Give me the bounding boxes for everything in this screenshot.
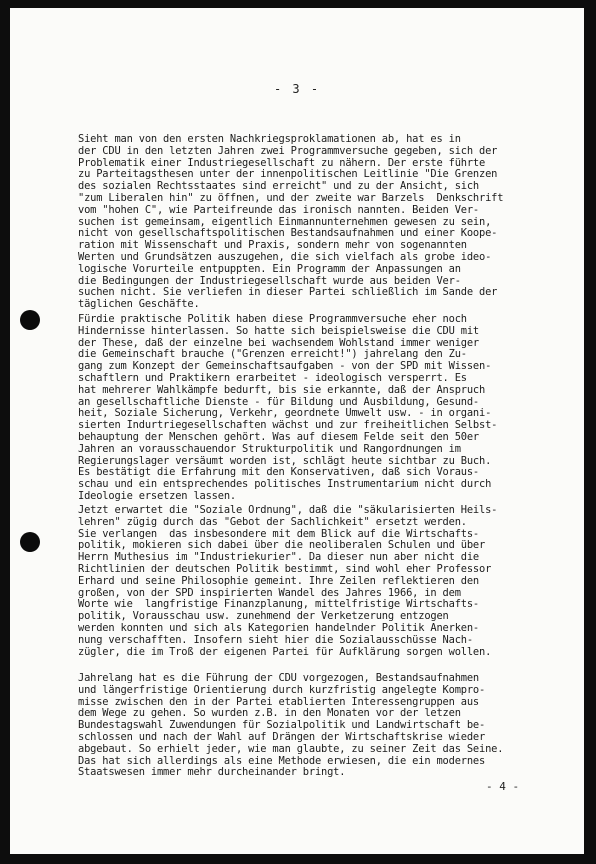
text-line: politik, mokieren sich dabei über die neoliberalen Schulen und über [78, 539, 486, 552]
text-line: Fürdie praktische Politik haben diese Programmversuche eher noch [78, 313, 467, 325]
text-line: politik, Vorausschau usw. zunehmend der Verketzerung entzogen [78, 610, 449, 623]
text-line: nicht von gesellschaftspolitischen Bestandsaufnahmen und einer Koope- [78, 227, 498, 240]
text-line: logische Vorurteile entpuppten. Ein Programm der Anpassungen an [78, 262, 461, 275]
text-line: "zum Liberalen hin" zu öffnen, und der zweite war Barzels Denkschrift [78, 191, 504, 204]
text-line: Das hat sich allerdings als eine Methode erwiesen, die ein modernes [78, 754, 486, 767]
text-line: und längerfristige Orientierung durch kurzfristig angelegte Kompro- [78, 683, 486, 696]
punch-hole-lower [20, 532, 40, 552]
text-line: behauptung der Menschen gehört. Was auf diesem Felde seit den 50er [78, 430, 479, 443]
text-line: hat mehrerer Wahlkämpfe bedurft, bis sie erkannte, daß der Anspruch [78, 383, 486, 396]
text-line: abgebaut. So erhielt jeder, wie man glaubte, zu seiner Zeit das Seine. [78, 742, 504, 755]
text-line: Bundestagswahl Zuwendungen für Sozialpolitik und Landwirtschaft be- [78, 719, 486, 732]
text-line: zu Parteitagsthesen unter der innenpolitischen Leitlinie "Die Grenzen [78, 168, 498, 181]
text-line: werden konnten und sich als Kategorien handelnder Politik Anerken- [78, 621, 479, 634]
text-line: Jahren an vorausschauendor Strukturpolitik und Rangordnungen im [78, 442, 461, 455]
text-line: ration mit Wissenschaft und Praxis, sondern mehr von sogenannten [78, 239, 467, 252]
text-line: schau und ein entsprechendes politisches Instrumentarium nicht durch [78, 478, 492, 491]
paragraph-4 [78, 673, 562, 779]
text-line: Jahrelang hat es die Führung der CDU vorgezogen, Bestandsaufnahmen [78, 672, 479, 684]
text-line: Sieht man von den ersten Nachkriegsproklamationen ab, hat es in [78, 133, 461, 145]
text-line: Hindernisse hinterlassen. So hatte sich beispielsweise die CDU mit [78, 324, 479, 337]
text-line: schlossen und nach der Wahl auf Drängen der Wirtschaftskrise wieder [78, 730, 486, 743]
text-line: die Gemeinschaft brauche ("Grenzen erreicht!") jahrelang den Zu- [78, 348, 467, 361]
text-line: der CDU in den letzten Jahren zwei Programmversuche gegeben, sich der [78, 144, 498, 157]
text-line: Jetzt erwartet die "Soziale Ordnung", daß die "säkularisierten Heils- [78, 504, 498, 516]
text-line: nung verschafften. Insofern sieht hier die Sozialausschüsse Nach- [78, 633, 473, 646]
text-line: an gesellschaftliche Dienste - für Bildung und Ausbildung, Gesund- [78, 395, 479, 408]
continuation-marker: - 4 - [486, 780, 520, 793]
document-page [10, 8, 584, 854]
paragraph-2 [78, 314, 562, 503]
text-line: misse zwischen den in der Partei etablierten Interessengruppen aus [78, 695, 479, 708]
paragraph-3 [78, 505, 562, 658]
paragraph-1 [78, 134, 562, 311]
text-line: Worte wie langfristige Finanzplanung, mittelfristige Wirtschafts- [78, 598, 479, 611]
text-line: heit, Soziale Sicherung, Verkehr, geordnete Umwelt usw. - in organi- [78, 407, 492, 420]
page-number: - 3 - [273, 82, 321, 96]
text-line: großen, von der SPD inspirierten Wandel des Jahres 1966, in dem [78, 586, 461, 599]
text-line: suchen nicht. Sie verliefen in dieser Partei schließlich im Sande der [78, 286, 498, 299]
text-line: sierten Indurtriegesellschaften wächst und zur freiheitlichen Selbst- [78, 419, 498, 432]
text-line: schaftlern und Praktikern erarbeitet - ideologisch versperrt. Es [78, 371, 467, 384]
text-line: lehren" zügig durch das "Gebot der Sachlichkeit" ersetzt werden. [78, 515, 467, 528]
text-line: Richtlinien der deutschen Politik bestimmt, sind wohl eher Professor [78, 562, 492, 575]
text-line: zügler, die im Troß der eigenen Partei für Aufklärung sorgen wollen. [78, 645, 492, 658]
punch-hole-upper [20, 310, 40, 330]
text-line: der These, daß der einzelne bei wachsendem Wohlstand immer weniger [78, 336, 479, 349]
text-line: Staatswesen immer mehr durcheinander bringt. [78, 766, 346, 779]
text-line: Es bestätigt die Erfahrung mit den Konservativen, daß sich Voraus- [78, 466, 479, 479]
text-line: suchen ist gemeinsam, eigentlich Einmannunternehmen gewesen zu sein, [78, 215, 492, 228]
text-line: vom "hohen C", wie Parteifreunde das ironisch nannten. Beiden Ver- [78, 203, 479, 216]
text-line: dem Wege zu gehen. So wurden z.B. in den Monaten vor der letzen [78, 707, 461, 720]
text-line: des sozialen Rechtsstaates sind erreicht" und zu der Ansicht, sich [78, 180, 479, 193]
text-line: gang zum Konzept der Gemeinschaftsaufgaben - von der SPD mit Wissen- [78, 360, 492, 373]
text-line: Ideologie ersetzen lassen. [78, 489, 236, 502]
text-line: Werten und Grundsätzen auszugehen, die sich vielfach als grobe ideo- [78, 250, 492, 263]
text-line: Herrn Muthesius im "Industriekurier". Da dieser nun aber nicht die [78, 551, 479, 564]
text-line: Erhard und seine Philosophie gemeint. Ihre Zeilen reflektieren den [78, 574, 479, 587]
text-line: täglichen Geschäfte. [78, 298, 200, 311]
text-line: Regierungslager versäumt worden ist, schlägt heute sichtbar zu Buch. [78, 454, 492, 467]
text-line: Sie verlangen das insbesondere mit dem Blick auf die Wirtschafts- [78, 527, 479, 540]
text-line: die Bedingungen der Industriegesellschaft wurde aus beiden Ver- [78, 274, 461, 287]
text-line: Problematik einer Industriegesellschaft zu nähern. Der erste führte [78, 156, 486, 169]
